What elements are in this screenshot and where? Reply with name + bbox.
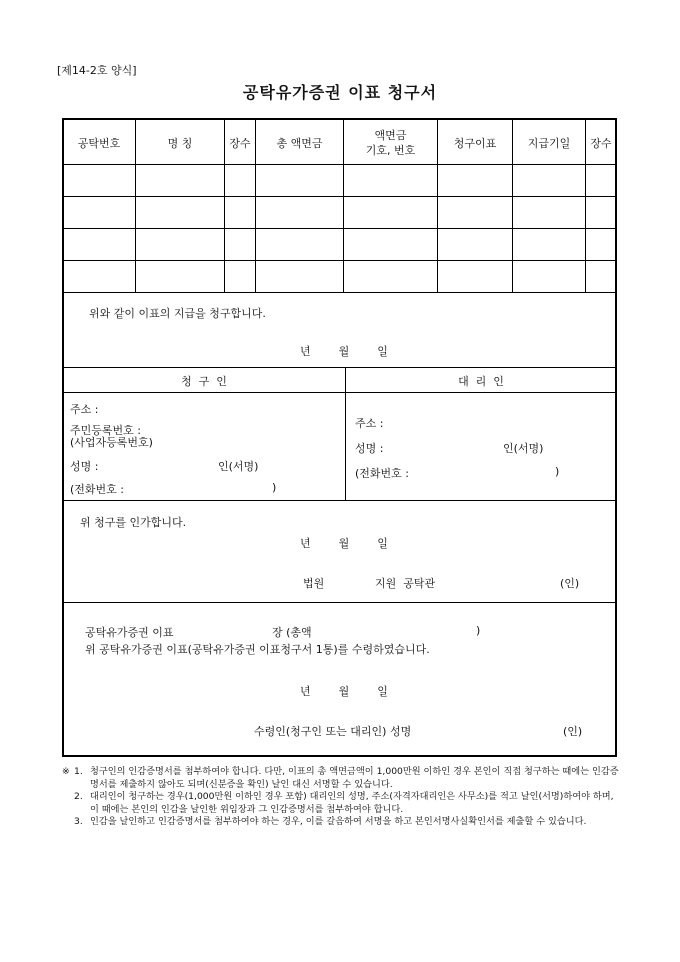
receipt-seal: (인) — [563, 725, 583, 738]
header-total-face-value: 총 액면금 — [276, 136, 323, 150]
note-text: 대리인이 청구하는 경우(1,000만원 이하인 경우 포함) 대리인의 성명, 주소(자격자대리인은 사무소)를 적고 날인(서명)하여야 하며, 이 때에는 본인의 인감을 날인한 위임장과 그 인감증명서를 첨부하여야 합니다. — [90, 791, 614, 815]
header-face-value-code: 액면금 기호, 번호 — [365, 129, 416, 157]
approval-seal: (인) — [560, 577, 580, 590]
header-coupon-count: 장수 — [590, 136, 612, 150]
header-coupon-claimed: 청구이표 — [453, 136, 497, 150]
claimant-header: 청 구 인 — [181, 375, 227, 388]
agent-seal: 인(서명) — [503, 442, 544, 455]
approval-statement: 위 청구를 인가합니다. — [80, 516, 187, 529]
note-number: 2. — [74, 791, 83, 802]
row-divider — [62, 196, 617, 197]
claimant-phone-label: (전화번호 : — [70, 483, 124, 496]
claimant-address-label: 주소 : — [70, 403, 99, 416]
receipt-count-total: 장 (총액 — [272, 626, 312, 639]
form-title: 공탁유가증권 이표 청구서 — [242, 83, 438, 102]
request-date: 년 월 일 — [300, 345, 388, 358]
note-item — [64, 766, 624, 791]
receipt-total-close: ) — [476, 624, 481, 637]
receiver-name-label: 수령인(청구인 또는 대리인) 성명 — [254, 725, 412, 738]
receipt-coupon-label: 공탁유가증권 이표 — [85, 626, 174, 639]
row-divider — [62, 228, 617, 229]
note-item — [64, 816, 624, 829]
notes-section — [64, 766, 624, 829]
claimant-phone-close: ) — [272, 481, 277, 494]
header-count: 장수 — [229, 136, 251, 150]
approval-date: 년 월 일 — [300, 537, 388, 550]
header-deposit-number: 공탁번호 — [77, 136, 121, 150]
form-number-label: [제14-2호 양식] — [57, 64, 137, 77]
approval-branch: 지원 공탁관 — [375, 577, 436, 590]
claimant-business-number-label: (사업자등록번호) — [70, 436, 153, 449]
section-divider — [62, 367, 617, 368]
approval-court: 법원 — [303, 577, 325, 590]
header-name: 명 칭 — [167, 136, 193, 150]
section-divider — [62, 392, 617, 393]
row-divider — [62, 260, 617, 261]
receipt-statement: 위 공탁유가증권 이표(공탁유가증권 이표청구서 1통)를 수령하였습니다. — [85, 643, 430, 656]
row-divider — [62, 164, 617, 165]
note-number: 1. — [74, 766, 83, 777]
note-item — [64, 791, 624, 816]
note-text: 청구인의 인감증명서를 첨부하여야 합니다. 다만, 이표의 총 액면금액이 1,000만원 이하인 경우 본인이 직접 청구하는 때에는 인감증명서를 제출하지 않아도 되며(신분증을 확인) 날인 대신 서명할 수 있습니다. — [90, 766, 619, 790]
section-divider — [62, 500, 617, 501]
claimant-seal: 인(서명) — [218, 460, 259, 473]
agent-phone-label: (전화번호 : — [355, 467, 409, 480]
request-statement: 위와 같이 이표의 지급을 청구합니다. — [89, 307, 266, 320]
note-number: 3. — [74, 816, 83, 827]
section-divider — [62, 602, 617, 603]
claimant-name-label: 성명 : — [70, 460, 99, 473]
claimant-resident-number-label: 주민등록번호 : — [70, 424, 141, 437]
agent-phone-close: ) — [555, 465, 560, 478]
agent-name-label: 성명 : — [355, 442, 384, 455]
agent-address-label: 주소 : — [355, 417, 384, 430]
note-text: 인감을 날인하고 인감증명서를 첨부하여야 하는 경우, 이를 갈음하여 서명을 하고 본인서명사실확인서를 제출할 수 있습니다. — [90, 816, 587, 827]
row-divider — [62, 292, 617, 293]
note-star: ※ — [62, 766, 70, 777]
header-payment-date: 지급기일 — [527, 136, 571, 150]
agent-header: 대 리 인 — [458, 375, 504, 388]
receipt-date: 년 월 일 — [300, 685, 388, 698]
